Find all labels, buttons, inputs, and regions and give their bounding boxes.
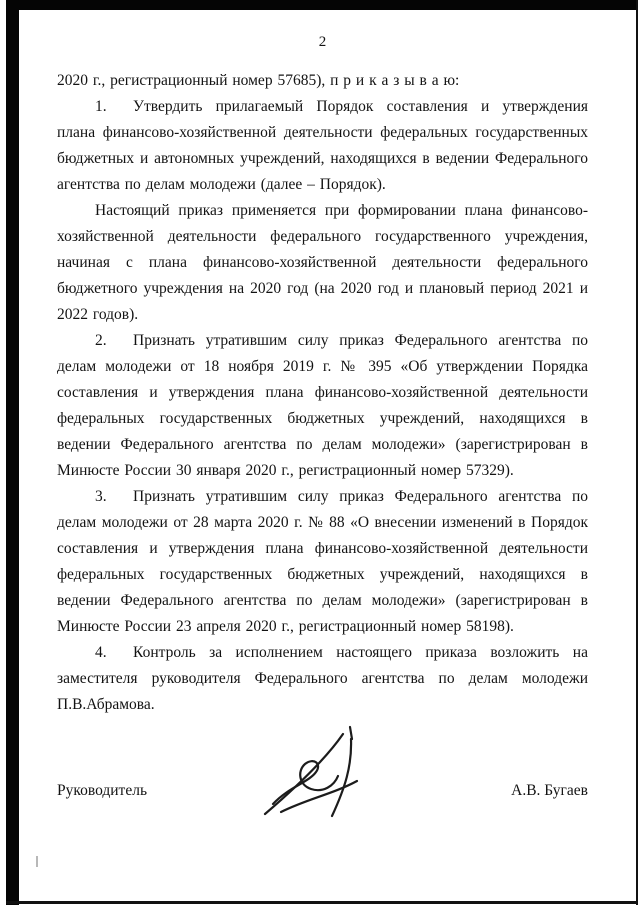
- paragraph-text: 2020 г., регистрационный номер 57685), п р и к а з ы в а ю:: [57, 72, 460, 89]
- scan-artifact-mark: [36, 856, 38, 867]
- paragraph-number: 1.: [95, 98, 107, 115]
- scan-border-bottom: [6, 901, 638, 904]
- paragraph-intro: [57, 68, 588, 94]
- paragraph-item-1: [57, 94, 588, 198]
- paragraph-number: 2.: [95, 332, 107, 349]
- scan-border-top: [7, 0, 636, 10]
- paragraph-text: Признать утратившим силу приказ Федерального агентства по делам молодежи от 18 ноября 2019 г. № 395 «Об утверждении Порядка составления и утверждения плана финансово-хозяйственной деятельности федеральных государственных бюджетных учреждений, находящихся в ведении Федерального агентства по делам молодежи» (зарегистрирован в Минюсте России 30 января 2020 г., регистрационный номер 57329).: [57, 332, 588, 479]
- paragraph-number: 4.: [95, 644, 107, 661]
- paragraph-text: Настоящий приказ применяется при формировании плана финансово-хозяйственной деятельности федерального государственного учреждения, начиная с плана финансово-хозяйственной деятельности федерального бюджетного учреждения на 2020 год (на 2020 год и плановый период 2021 и 2022 годов).: [57, 202, 588, 323]
- signoff-title: Руководитель: [57, 782, 148, 799]
- page-number: 2: [318, 34, 327, 50]
- paragraph-note: [57, 198, 588, 328]
- scan-border-right: [636, 0, 638, 905]
- paragraph-text: Контроль за исполнением настоящего приказа возложить на заместителя руководителя Федерального агентства по делам молодежи П.В.Абрамова.: [57, 644, 588, 713]
- signature-image: [253, 724, 375, 822]
- paragraph-text: Признать утратившим силу приказ Федерального агентства по делам молодежи от 28 марта 2020 г. № 88 «О внесении изменений в Порядок составления и утверждения плана финансово-хозяйственной деятельности федеральных государственных бюджетных учреждений, находящихся в ведении Федерального агентства по делам молодежи» (зарегистрирован в Минюсте России 23 апреля 2020 г., регистрационный номер 58198).: [57, 488, 588, 635]
- paragraph-number: 3.: [95, 488, 107, 505]
- paragraph-text: Утвердить прилагаемый Порядок составления и утверждения плана финансово-хозяйственной деятельности федеральных государственных бюджетных и автономных учреждений, находящихся в ведении Федерального агентства по делам молодежи (далее – Порядок).: [57, 98, 588, 193]
- page-content: [57, 32, 588, 804]
- paragraph-item-2: [57, 328, 588, 484]
- scan-border-left: [6, 0, 19, 905]
- paragraph-item-3: [57, 484, 588, 640]
- signoff-row: [57, 778, 588, 804]
- paragraph-item-4: [57, 640, 588, 718]
- signoff-name: А.В. Бугаев: [511, 782, 588, 799]
